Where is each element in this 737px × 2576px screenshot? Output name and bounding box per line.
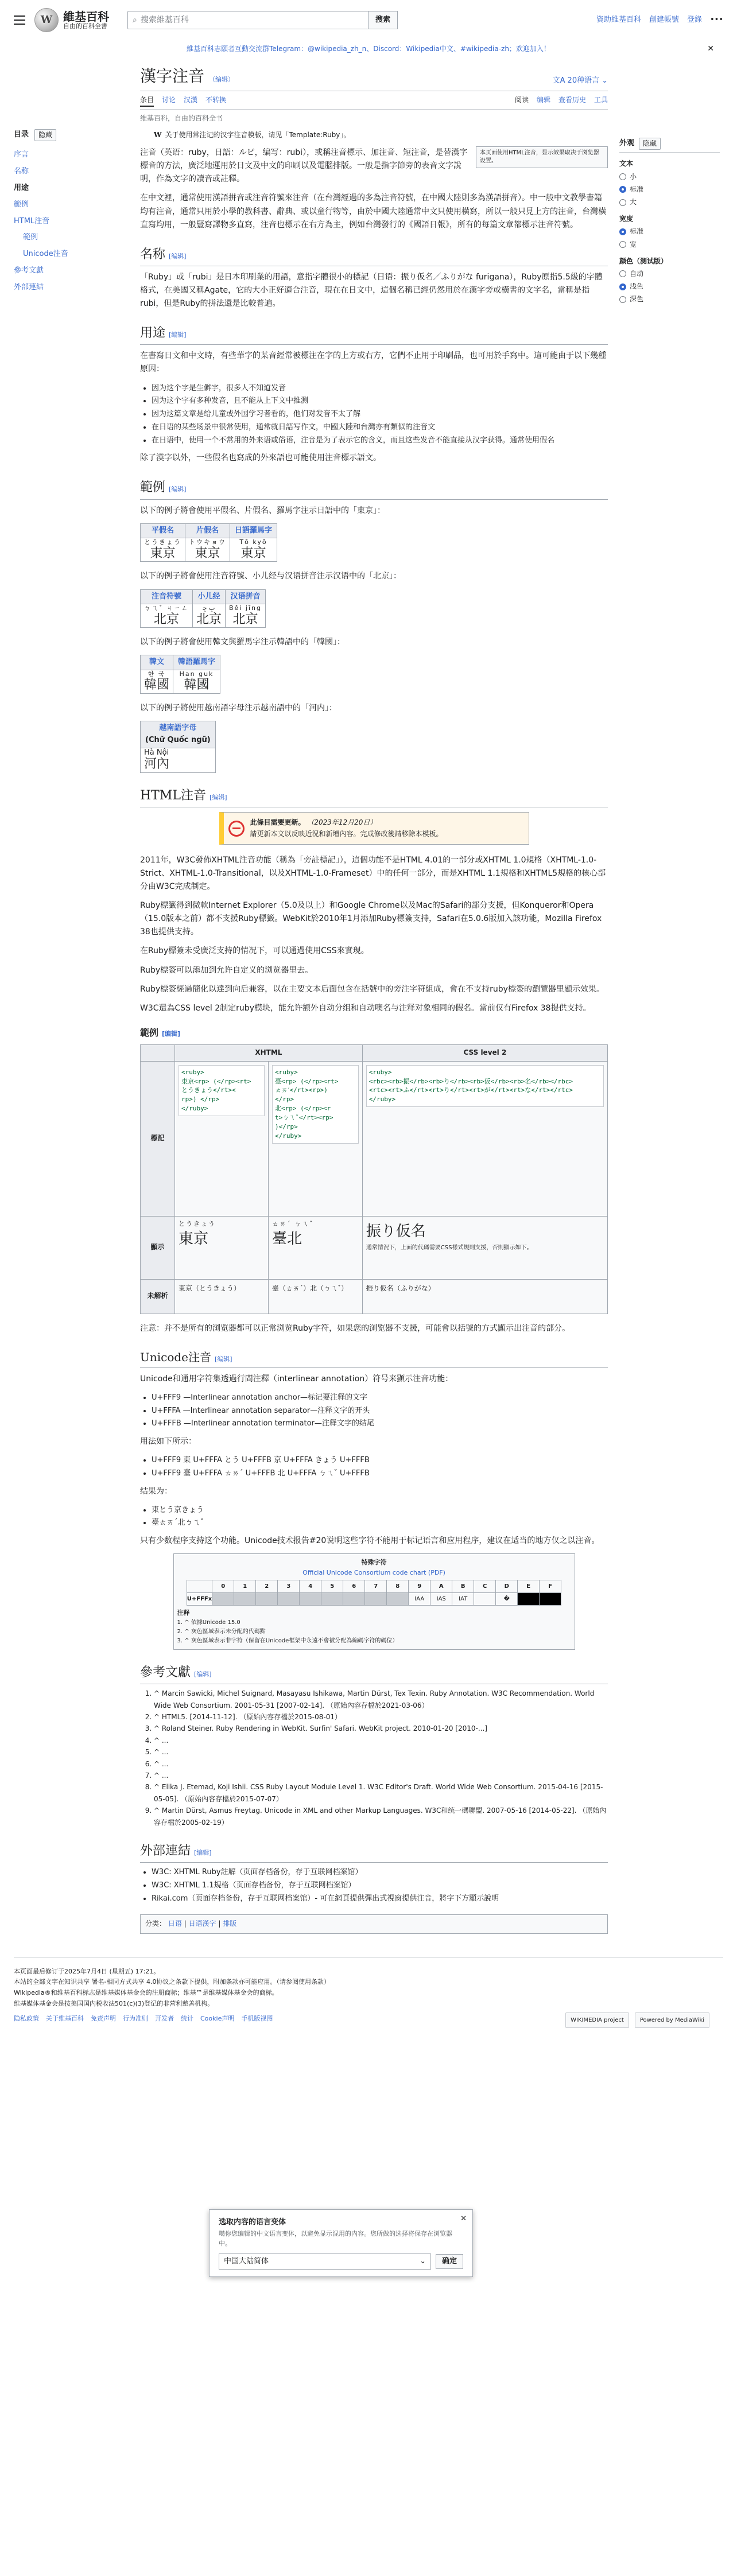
wordmark: 維基百科	[63, 9, 109, 24]
intro-paragraph-1: 注音（英语：ruby，日語：ルビ，编写：rubi），或稱注音標示、加注音、短注音，是替漢字標音的方法，廣泛地運用於日文及中文的印刷以及電腦排版。一般是指字節旁的表音文字說明，作為文字的讀音或註釋。	[140, 148, 468, 184]
code-point-cell	[387, 1593, 409, 1606]
color-option[interactable]: 浅色	[619, 281, 720, 292]
column-header: 5	[321, 1580, 343, 1593]
article	[140, 66, 608, 1933]
footer-link[interactable]: 行为准则	[123, 2015, 148, 2023]
section-edit-link[interactable]: [编辑]	[169, 485, 187, 494]
tab-read[interactable]: 阅读	[514, 95, 529, 104]
list-item: • 因为这篇文章是给儿童或外国学习者看的，他们对发音不太了解	[152, 408, 608, 421]
column-header: 1	[234, 1580, 256, 1593]
site-logo[interactable]	[34, 8, 109, 32]
category-link[interactable]: 排版	[223, 1920, 237, 1928]
tab-history[interactable]: 查看历史	[558, 95, 586, 104]
column-header: 韓文	[141, 655, 173, 670]
list-item: • 因为这个字是生僻字，很多人不知道发音	[152, 382, 608, 395]
footer-line: 本站的全部文字在知识共享 署名-相同方式共享 4.0协议之条款下提供，附加条款亦可能应用。（请参阅使用条款）	[14, 1978, 330, 1986]
tab-edit[interactable]: 编辑	[536, 95, 550, 104]
main-menu-icon[interactable]	[14, 15, 25, 25]
language-button[interactable]: 文A 20种语言 ⌄	[553, 75, 608, 87]
hatnote: W 关于使用常注记的汉字注音模板，请见「Template:Ruby」。	[140, 130, 608, 141]
section-edit-link[interactable]: [编辑]	[169, 252, 187, 260]
use-outro: 除了漢字以外，一些假名也寫成的外來語也可能使用注音標示語文。	[140, 453, 381, 463]
color-option[interactable]: 自动	[619, 269, 720, 279]
reference-item: 8. ^ Elika J. Etemad, Koji Ishii. CSS Ruby Layout Module Level 1. W3C Editor's Draft. World Wide Web Consortium. 2015-04-16 [2015-05-05]. （原始內容存檔於2015-07-07）	[154, 1781, 608, 1805]
footer-link[interactable]: 统计	[181, 2015, 193, 2023]
ruby-annotation: بِ ﺟِ	[203, 604, 215, 612]
list-item: • U+FFFB —Interlinear annotation terminator—注释文字的结尾	[152, 1417, 608, 1431]
footer-link[interactable]: 免责声明	[91, 2015, 116, 2023]
kr-intro: 以下的例子將會使用韓文與羅馬字注示韓語中的「韓國」：	[140, 638, 345, 647]
code-point-cell: IAT	[452, 1593, 474, 1606]
variant-select[interactable]: 中国大陆简体 ⌄	[219, 2253, 431, 2270]
site-header	[0, 0, 737, 40]
appearance-hide-button[interactable]: 隐藏	[639, 138, 661, 150]
appearance-panel: 外观 隐藏 文本 小 标准 大 宽度 标准 宽 颜色（测试版） 自动 浅色 深色	[619, 66, 720, 1933]
korean-example-table	[140, 655, 220, 694]
update-notice-box: 此條目需要更新。 （2023年12月20日） 請更新本文以反映近況和新增內容。完成修改後請移除本模板。	[219, 812, 529, 844]
footer-link[interactable]: Cookie声明	[200, 2015, 235, 2023]
vn-intro: 以下的例子將使用越南語字母注示越南語中的「河内」：	[140, 704, 337, 713]
category-box: 分类： 日语 | 日语漢字 | 排版	[140, 1914, 608, 1933]
column-header: 3	[278, 1580, 300, 1593]
translate-icon: 文A	[552, 76, 565, 85]
page-tabs	[140, 95, 608, 110]
category-link[interactable]: 日语	[168, 1920, 182, 1928]
column-header: F	[540, 1580, 561, 1593]
site-notice: 維基百科志願者互動交流群Telegram：@wikipedia_zh_n、Discord：Wikipedia中文、#wikipedia-zh；欢迎加入！ ✕	[0, 40, 737, 66]
list-item: • U+FFF9 東 U+FFFA とう U+FFFB 京 U+FFFA きょう U+FFFB	[152, 1454, 608, 1467]
color-option[interactable]: 深色	[619, 294, 720, 305]
unicode-list	[152, 1392, 608, 1431]
text-size-option[interactable]: 大	[619, 197, 720, 208]
footer-link[interactable]: 隐私政策	[14, 2015, 39, 2023]
ruby-cell	[185, 538, 230, 562]
ruby-base: 北京	[196, 612, 222, 627]
tab-talk[interactable]: 讨论	[162, 95, 176, 104]
footer-link[interactable]: 开发者	[155, 2015, 174, 2023]
code-sample-1: <ruby> 東京<rp> (</rp><rt> とうきょう</rt>< rp>) </rp> </ruby>	[179, 1065, 265, 1117]
site-tagline: 维基百科，自由的百科全书	[140, 114, 223, 122]
radio-icon	[619, 270, 626, 277]
chart-note: 3. ^ 灰色區域表示非字符（保留在Unicode框架中永遠不會被分配為編碼字符的碼位）	[177, 1638, 398, 1645]
tab-article[interactable]: 条目	[140, 95, 154, 107]
reference-list	[154, 1688, 608, 1828]
reference-item: 4. ^ ...	[154, 1735, 608, 1746]
chinese-example-table	[140, 589, 266, 628]
browser-support-note: 注意：并不是所有的浏览器都可以正常浏览Ruby字符，如果您的浏览器不支援，可能會以括號的方式顯示出注音的部分。	[140, 1323, 571, 1333]
section-edit-link[interactable]: [编辑]	[162, 1029, 181, 1038]
toc-item[interactable]: Unicode注音	[23, 250, 68, 259]
code-point-cell	[540, 1593, 561, 1606]
ruby-cell	[230, 538, 277, 562]
confirm-button[interactable]: 确定	[436, 2254, 463, 2270]
page-footer	[14, 1957, 723, 2042]
wikipedia-globe-icon: W	[34, 8, 59, 32]
radio-icon	[619, 186, 626, 193]
toc-item[interactable]: 範例	[14, 200, 29, 209]
column-header: 韓語羅馬字	[173, 655, 220, 670]
html-ruby-paragraph: Ruby標簽經過簡化以達到向后兼容，以在主要文本后面包含在括號中的旁注字符組成，會在不支持ruby標簽的瀏覽器里顯示效果。	[140, 984, 604, 994]
ruby-annotation: トウキョウ	[189, 538, 226, 546]
reference-item: 5. ^ ...	[154, 1746, 608, 1758]
column-header: 日語羅馬字	[230, 523, 277, 538]
width-option[interactable]: 宽	[619, 239, 720, 250]
ruby-annotation: Běi jīng	[229, 604, 262, 612]
toc-title: 目录	[14, 130, 29, 139]
ruby-cell	[141, 538, 185, 562]
footer-line: Wikipedia®和维基百科标志是维基媒体基金会的注册商标；维基™是维基媒体基金会的商标。	[14, 1988, 278, 1996]
list-item: • 在日语的某些场景中很常使用，通常就日語写作文，中國大陸和台灣亦有類似的注音文	[152, 421, 608, 434]
code-point-cell: IAS	[430, 1593, 452, 1606]
toc-item[interactable]: 範例	[23, 233, 38, 242]
heading-examples: 範例 [编辑]	[140, 477, 608, 499]
column-header: E	[518, 1580, 540, 1593]
text-size-option[interactable]: 小	[619, 172, 720, 182]
reference-item: 9. ^ Martin Dürst, Asmus Freytag. Unicode in XML and other Markup Languages. W3C和统一碼聯盟. 2007-05-16 [2014-05-22]. （原始內容存檔於2005-02-19）	[154, 1805, 608, 1828]
html-ruby-paragraph: Ruby標簽可以添加到允许自定义的浏览器里去。	[140, 965, 313, 975]
code-point-cell: �	[496, 1593, 518, 1606]
ruby-annotation: Han guk	[179, 670, 214, 678]
use-list	[152, 382, 608, 448]
radio-icon	[619, 228, 626, 235]
code-point-cell	[256, 1593, 278, 1606]
tab-variant[interactable]: 汉漢	[184, 95, 198, 104]
japanese-example-table	[140, 523, 277, 562]
column-header: 小儿经	[193, 589, 226, 604]
ruby-cell	[141, 604, 193, 628]
toc-item[interactable]: 序言	[14, 150, 29, 160]
search-input[interactable]: ⌕ 搜索維基百科	[127, 11, 368, 29]
code-point-cell	[474, 1593, 496, 1606]
column-header: 8	[387, 1580, 409, 1593]
ruby-cell	[141, 670, 173, 694]
personal-tools	[596, 14, 723, 26]
ruby-cell	[226, 604, 266, 628]
heading-html-examples: 範例 [编辑]	[140, 1027, 181, 1038]
heading-html-ruby: HTML注音 [编辑]	[140, 786, 608, 807]
list-item: • 東とう京きょう	[152, 1504, 608, 1517]
toc-item[interactable]: 名称	[14, 167, 29, 176]
code-point-cell	[234, 1593, 256, 1606]
tab-tools[interactable]: 工具	[594, 95, 608, 104]
toc-item[interactable]: 外部連結	[14, 282, 44, 292]
column-header: 注音符號	[141, 589, 193, 604]
unicode-chart: 特殊字符 Official Unicode Consortium code chart (PDF) 0 1 2 3 4 5 6 7 8 9 A B C D E F U+FFFx IAA IAS IAT � 注释 1. ^ 依據Unicode 15.0 2. ^ 灰色區域表示未分配的代碼點 3. ^ 灰色區域表示非字符（保留在Unicode框架中永遠不會被分配為編碼字符的碼位）	[173, 1553, 575, 1650]
wikimedia-badge[interactable]: WIKIMEDIA project	[565, 2012, 629, 2028]
code-point-cell	[365, 1593, 387, 1606]
list-item: • 臺ㄊㄞˊ北ㄅㄟˇ	[152, 1517, 608, 1530]
use-intro: 在書寫日文和中文時，有些華字的某音經常被標注在字的上方或右方，它們不止用于印刷品，也可用於手寫中。這可能由于以下幾種原因：	[140, 351, 606, 374]
reference-item: 3. ^ Roland Steiner. Ruby Rendering in WebKit. Surfin' Safari. WebKit project. 2010-01-20 [2010-...]	[154, 1723, 608, 1734]
create-account-link[interactable]: 創建帳號	[649, 15, 679, 24]
column-header: 平假名	[141, 523, 185, 538]
heading-external-links: 外部連結 [编辑]	[140, 1841, 608, 1863]
code-point-cell	[300, 1593, 321, 1606]
close-icon[interactable]: ✕	[707, 44, 714, 53]
ruby-cell	[173, 670, 220, 694]
footer-line: 本页面最后修订于2025年7月4日 (星期五) 17:21。	[14, 1967, 160, 1975]
ruby-annotation: とうきょう	[144, 538, 181, 546]
footer-link[interactable]: 关于维基百科	[46, 2015, 84, 2023]
login-link[interactable]: 登錄	[686, 15, 702, 24]
toc-hide-button[interactable]: 隐藏	[34, 129, 56, 141]
reference-item: 7. ^ ...	[154, 1770, 608, 1781]
unicode-result: 结果为：	[140, 1486, 172, 1496]
ruby-annotation: Tō kyō	[239, 538, 267, 546]
unicode-usage-list	[152, 1454, 608, 1481]
footer-link[interactable]: 手机版视图	[241, 2015, 273, 2023]
section-edit-link[interactable]: [编辑]	[194, 1670, 212, 1679]
title-edit-link[interactable]: （编辑）	[209, 76, 235, 84]
radio-icon	[619, 296, 626, 303]
chart-note: 2. ^ 灰色區域表示未分配的代碼點	[177, 1629, 266, 1635]
column-header: 2	[256, 1580, 278, 1593]
chevron-down-icon: ⌄	[420, 2256, 426, 2266]
column-header: A	[430, 1580, 452, 1593]
html-ruby-paragraph: Ruby標籤得到微軟Internet Explorer（5.0及以上）和Google Chrome以及Mac的Safari的部分支援，但Konqueror和Opera（15.0版本之前）都不支援Ruby標籤。WebKit於2010年1月添加Ruby標簽支持，Safari在5.0.6版加入該功能，Mozilla Firefox 38也提供支持。	[140, 901, 602, 937]
reference-item: 2. ^ HTML5. [2014-11-12]. （原始內容存檔於2015-08-01）	[154, 1711, 608, 1723]
column-header: 9	[409, 1580, 430, 1593]
code-sample-3: <ruby> <rbc><rb>振</rb><rb>り</rb><rb>仮</rb><rb>名</rb></rbc> <rtc><rt>ふ</rt><rt>り</rt><rt>が</rt><rt>な</rt></rtc> </ruby>	[366, 1065, 604, 1108]
text-size-option[interactable]: 标准	[619, 184, 720, 195]
ruby-base: 東京	[195, 546, 220, 561]
ruby-cell	[193, 604, 226, 628]
radio-icon	[619, 241, 626, 248]
toc-item[interactable]: 參考文獻	[14, 266, 44, 275]
section-edit-link[interactable]: [编辑]	[210, 794, 227, 802]
ruby-annotation: 한 국	[148, 670, 166, 678]
wikipedia-w-icon: W	[154, 130, 162, 139]
category-link[interactable]: 日语漢字	[188, 1920, 216, 1928]
radio-icon	[619, 283, 626, 290]
column-header: B	[452, 1580, 474, 1593]
chart-note: 1. ^ 依據Unicode 15.0	[177, 1619, 241, 1626]
code-sample-2: <ruby> 臺<rp> (</rp><rt> ㄊㄞˊ</rt><rp>) </rp> 北<rp> (</rp><r t>ㄅㄟˇ</rt><rp> )</rp> </ruby>	[272, 1065, 359, 1144]
ruby-base: 北京	[232, 612, 258, 627]
ruby-annotation: ㄅㄟˇ ㄐㄧㄥ	[144, 604, 189, 612]
radio-icon	[619, 199, 626, 206]
column-header: 7	[365, 1580, 387, 1593]
more-options-icon[interactable]: •••	[709, 15, 723, 24]
jp-intro: 以下的例子將會使用平假名、片假名、羅馬字注示日語中的「東京」：	[140, 506, 385, 515]
code-point-cell	[212, 1593, 234, 1606]
list-item: • U+FFFA —Interlinear annotation separator—注释文字的开头	[152, 1405, 608, 1418]
section-edit-link[interactable]: [编辑]	[194, 1848, 212, 1856]
list-item: • U+FFF9 臺 U+FFFA ㄊㄞˊ U+FFFB 北 U+FFFA ㄅㄟˇ U+FFFB	[152, 1467, 608, 1481]
language-variant-dialog: ✕ 选取内容的语言变体 噶你您编辑的中文语言变体，以避免显示混用的内容。您所做的选择将保存在浏览器中。 中国大陆简体 ⌄ 确定	[209, 2209, 473, 2277]
column-header: 4	[300, 1580, 321, 1593]
code-point-cell	[518, 1593, 540, 1606]
heading-use: 用途 [编辑]	[140, 323, 608, 345]
name-paragraph: 「Ruby」或「rubi」是日本印刷業的用語，意指字體很小的標記（日语：振り仮名／ふりがな furigana），Ruby原指5.5級的字體格式，在美國又稱Agate，它的大小正好適合注音，現在在日文中，這個名稱已經仍然用於在漢字旁或橫書的文字名，當稱是指rubi，但是Ruby的拼法還是比較普遍。	[140, 272, 603, 309]
external-link: • W3C: XHTML Ruby註解（页面存档备份，存于互联网档案馆）	[152, 1866, 608, 1879]
row-label: U+FFFx	[187, 1593, 212, 1606]
heading-unicode: Unicode注音 [编辑]	[140, 1348, 608, 1368]
column-header: 汉语拼音	[226, 589, 266, 604]
column-header: 片假名	[185, 523, 230, 538]
code-point-cell: IAA	[409, 1593, 430, 1606]
ruby-markup-comparison-table: XHTML CSS level 2 標記 <ruby> 東京<rp> (</rp><rt> とうきょう</rt>< rp>) </rp> </ruby> <ruby> 臺<rp> (</rp><rt> ㄊㄞˊ</rt><rp>) </rp> 北<rp> (</rp><r t>ㄅㄟˇ</rt><rp> )</rp> </ruby> <ruby> <rbc><rb>振</rb><rb>り</rb><rb>仮</rb><rb>名</rb></rbc> <rtc><rt>ふ</rt><rt>り</rt><rt>が</rt><rt>な</rt></rtc> </ruby> 顯示 とうきょう 東京 ㄊㄞˊ ㄅㄟˇ 臺北 振り仮名 通常情況下，上面的代碼需要CSS樣式規則支援，否則顯示如下。 未解析 東京（とうきょう） 臺（ㄊㄞˊ）北（ㄅㄟˇ） 振り仮名（ふりがな）	[140, 1044, 608, 1314]
donate-link[interactable]: 資助維基百科	[596, 15, 641, 24]
external-link: • Rikai.com（页面存档备份，存于互联网档案馆）- 可在網頁提供彈出式視窗提供注音，將字下方顯示說明	[152, 1893, 608, 1906]
unicode-outro: 只有少数程序支持这个功能。Unicode技术报告#20说明这些字符不能用于标记语言和应用程序，建议在适当的地方仅之以注音。	[140, 1536, 600, 1546]
code-point-cell	[343, 1593, 365, 1606]
ruby-base: 東京	[150, 546, 176, 561]
section-edit-link[interactable]: [编辑]	[215, 1355, 232, 1363]
search-button[interactable]: 搜索	[368, 11, 398, 29]
heading-name: 名称 [编辑]	[140, 244, 608, 266]
search-icon: ⌕	[133, 15, 137, 25]
heading-references: 參考文獻 [编辑]	[140, 1662, 608, 1684]
radio-icon	[619, 173, 626, 180]
mediawiki-badge[interactable]: Powered by MediaWiki	[635, 2012, 709, 2028]
page-title: 漢字注音 （编辑）	[140, 67, 235, 86]
list-item: • 因为这个字有多种发音，且不能从上下文中推测	[152, 395, 608, 408]
toc-item[interactable]: HTML注音	[14, 216, 50, 226]
chevron-down-icon: ⌄	[602, 76, 608, 85]
reference-item: 6. ^ ...	[154, 1758, 608, 1770]
unicode-usage: 用法如下所示：	[140, 1437, 196, 1446]
column-header: 6	[343, 1580, 365, 1593]
wordmark-tagline: 自由的百科全書	[63, 22, 107, 30]
unicode-intro: Unicode和通用字符集透過行間注釋（interlinear annotation）符号来顯示注音功能：	[140, 1374, 453, 1384]
external-link: • W3C: XHTML 1.1規格（页面存档备份，存于互联网档案馆）	[152, 1879, 608, 1893]
row-label-header	[187, 1580, 212, 1593]
footer-line: 维基媒体基金会是按美国国内税收法501(c)(3)登记的非营利慈善机构。	[14, 1999, 214, 2007]
ruby-base: 東京	[241, 546, 266, 561]
cn-intro: 以下的例子將會使用注音符號、小儿经与汉语拼音注示汉语中的「北京」：	[140, 572, 401, 581]
vietnamese-example-table: 越南語字母 (Chữ Quốc ngữ) Hà Nội 河內	[140, 721, 216, 773]
section-edit-link[interactable]: [编辑]	[169, 331, 187, 339]
ruby-base: 韓國	[144, 678, 170, 693]
width-option[interactable]: 标准	[619, 226, 720, 237]
clock-icon	[228, 821, 245, 837]
code-point-cell	[278, 1593, 300, 1606]
ruby-notice-box: 本页面使用HTML注音，显示效果取决于浏览器设置。	[476, 146, 608, 168]
list-item: • 在日语中，使用一个不常用的外来语或俗语，注音是为了表示它的含义，而且这些发音不能直接从汉字获得。通常使用假名	[152, 434, 608, 448]
external-links-list	[152, 1866, 608, 1905]
tab-no-convert[interactable]: 不转换	[205, 95, 227, 104]
table-of-contents	[14, 66, 123, 1933]
code-point-cell	[321, 1593, 343, 1606]
search-form	[127, 11, 398, 29]
reference-item: 1. ^ Marcin Sawicki, Michel Suignard, Masayasu Ishikawa, Martin Dürst, Tex Texin. Ruby Annotation. W3C Recommendation. World Wide Web Consortium. 2001-05-31 [2007-02-14]. （原始內容存檔於2021-03-06）	[154, 1688, 608, 1711]
ruby-base: 北京	[153, 612, 179, 627]
column-header: C	[474, 1580, 496, 1593]
column-header: 0	[212, 1580, 234, 1593]
html-ruby-paragraph: W3C還為CSS level 2制定ruby模块，能允许额外自动分组和自动噢名与注释对象相同的假名。當前仅有Firefox 38提供支持。	[140, 1003, 591, 1013]
column-header: D	[496, 1580, 518, 1593]
close-icon[interactable]: ✕	[460, 2214, 467, 2223]
toc-item[interactable]: 用途	[14, 183, 29, 192]
html-ruby-paragraph: 2011年，W3C發佈XHTML注音功能（稱為「旁註標記」），這個功能不是HTML 4.01的一部分或XHTML 1.0規格（XHTML-1.0-Strict、XHTML-1.0-Transitional，以及XHTML-1.0-Frameset）中的任何一部分，而是XHTML 1.1規格和XHTML5規格的核心部分由W3C完成制定。	[140, 855, 606, 892]
unicode-result-list	[152, 1504, 608, 1530]
intro-paragraph-2: 在中文裡，通常使用漢語拼音或注音符號來注音（在台灣經過的多為注音符號，在中國大陸則多為漢語拼音）。中一般中文教學書籍均有注音，通常只用於小學的教科書、辭典、或以童行物等，由於中國大陸通常中文只使用橫寫，所以一般只見上方的注音，台灣橫直寫均用，一般豎寫譯物多直寫，注音也標示在右方為主，例如台灣發行的《國語日報》，所有的每篇文章都標示注音符號。	[140, 193, 606, 230]
ruby-base: 韓國	[184, 678, 210, 693]
list-item: • U+FFF9 —Interlinear annotation anchor—标记要注释的文字	[152, 1392, 608, 1405]
html-ruby-paragraph: 在Ruby標簽未受廣泛支持的情况下，可以通過使用CSS來實現。	[140, 946, 369, 956]
